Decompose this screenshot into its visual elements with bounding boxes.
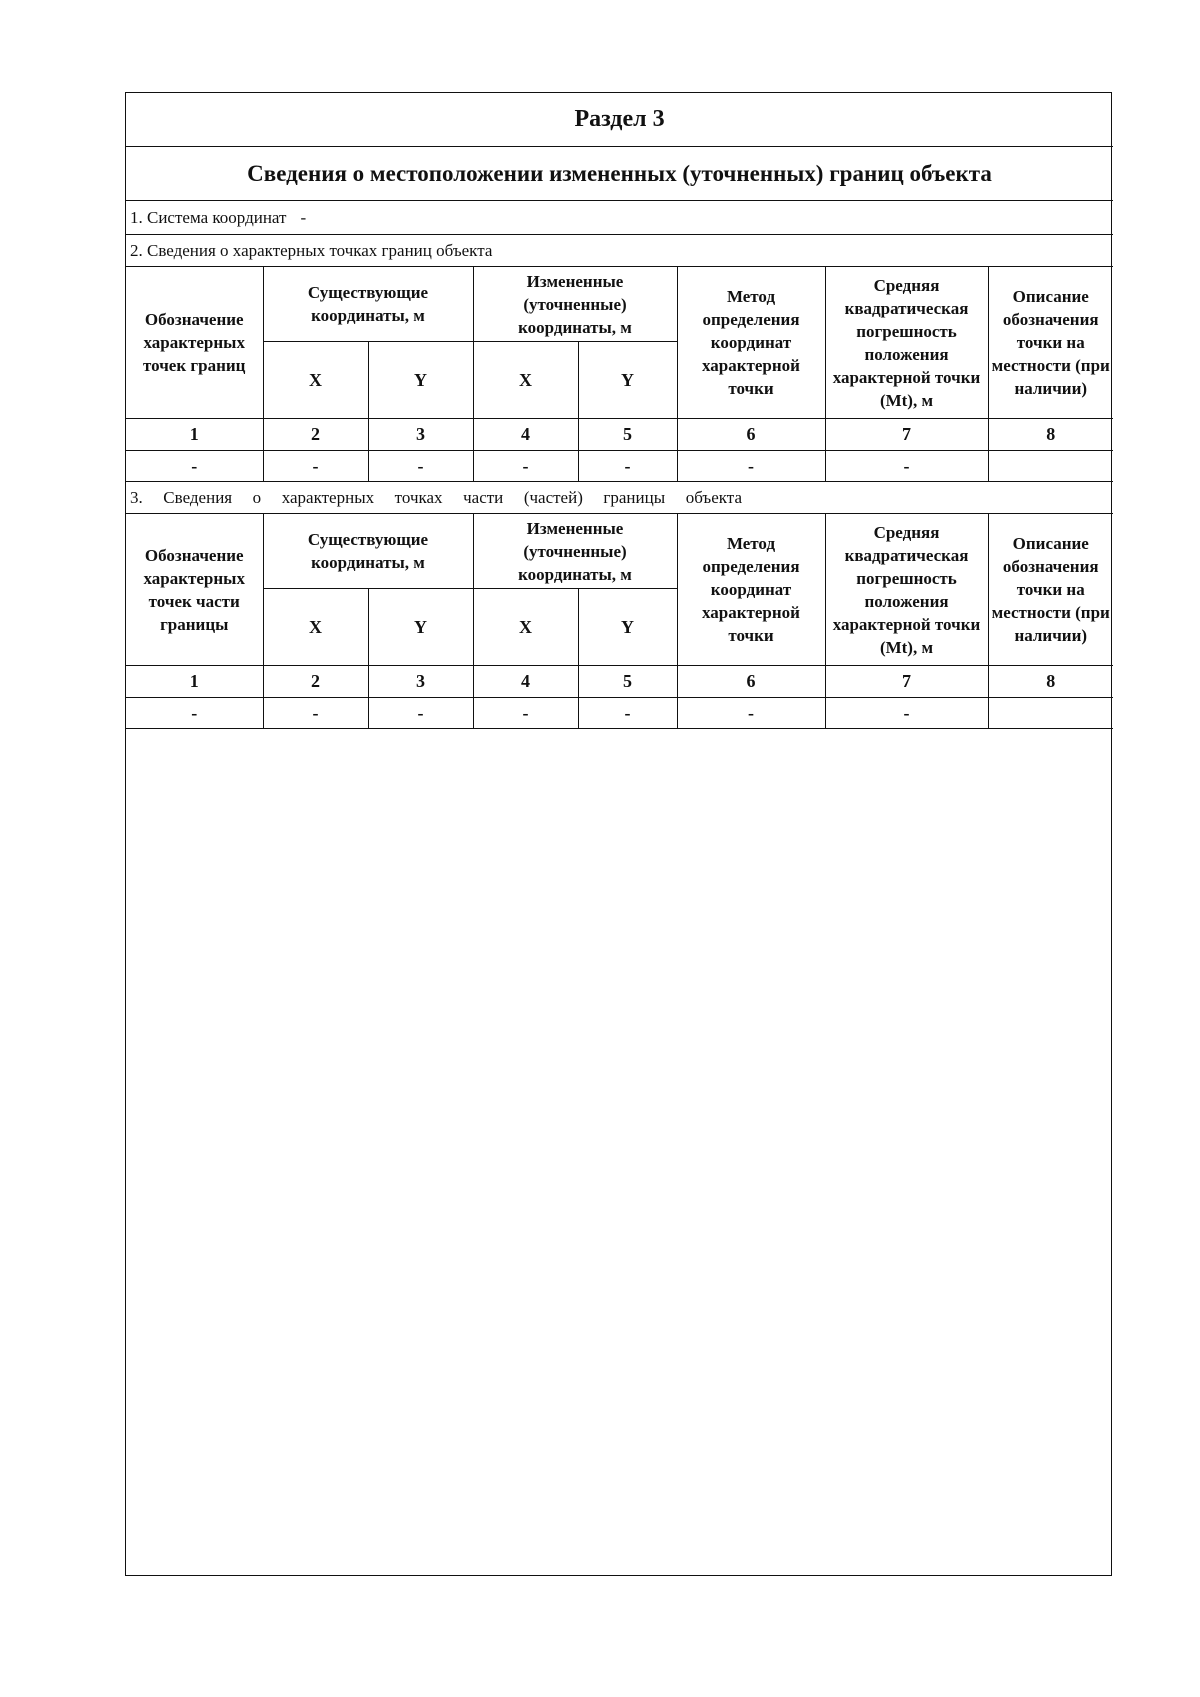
table1-header-existing: Существующие координаты, м: [263, 267, 473, 342]
table1-col-number: 3: [368, 419, 473, 451]
table1-cell: -: [263, 451, 368, 482]
table1-col-number: 1: [126, 419, 263, 451]
table1-cell: -: [473, 451, 578, 482]
table2-col-number: 3: [368, 666, 473, 698]
table2-header-error: Средняя квадратическая погрешность положения характерной точки (Mt), м: [825, 514, 988, 666]
table2-cell: -: [677, 698, 825, 729]
table2-cell: -: [126, 698, 263, 729]
table2-col-number: 2: [263, 666, 368, 698]
table1-cell: -: [368, 451, 473, 482]
section-title: Раздел 3: [126, 93, 1113, 147]
table2-cell: -: [578, 698, 677, 729]
table2-col-number: 5: [578, 666, 677, 698]
table2-cell: -: [473, 698, 578, 729]
table1-col-number: 4: [473, 419, 578, 451]
coordinate-system-value: -: [300, 207, 307, 227]
table1-cell: -: [825, 451, 988, 482]
document-frame: [125, 92, 1112, 1576]
table2-header-x-changed: X: [473, 589, 578, 666]
table1-col-number: 7: [825, 419, 988, 451]
table1-header-description: Описание обозначения точки на местности (при наличии): [988, 267, 1113, 419]
table1-header-error: Средняя квадратическая погрешность положения характерной точки (Mt), м: [825, 267, 988, 419]
table2-col-number: 1: [126, 666, 263, 698]
table1-cell: -: [578, 451, 677, 482]
table2-col-number: 8: [988, 666, 1113, 698]
table2-header-changed: Измененные (уточненные) координаты, м: [473, 514, 677, 589]
table2-header-y-changed: Y: [578, 589, 677, 666]
table1-data-row: [126, 451, 1113, 482]
table1-cell: [988, 451, 1113, 482]
table2-header-description: Описание обозначения точки на местности (при наличии): [988, 514, 1113, 666]
table1-header-method: Метод определения координат характерной точки: [677, 267, 825, 419]
table2-cell: -: [263, 698, 368, 729]
table1-col-number: 6: [677, 419, 825, 451]
table1-header-x-existing: X: [263, 342, 368, 419]
table1-number-row: [126, 419, 1113, 451]
table2-header-existing: Существующие координаты, м: [263, 514, 473, 589]
table1-cell: -: [126, 451, 263, 482]
table2-header-method: Метод определения координат характерной точки: [677, 514, 825, 666]
table2-caption: 3. Сведения о характерных точках части (частей) границы объекта: [130, 487, 742, 507]
table2-cell: -: [368, 698, 473, 729]
table1-caption: 2. Сведения о характерных точках границ объекта: [126, 235, 1113, 267]
section-table: [126, 93, 1113, 729]
section-subtitle: Сведения о местоположении измененных (уточненных) границ объекта: [126, 147, 1113, 201]
table2-header-designation: Обозначение характерных точек части границы: [126, 514, 263, 666]
table1-header-y-changed: Y: [578, 342, 677, 419]
table2-col-number: 4: [473, 666, 578, 698]
table1-header-x-changed: X: [473, 342, 578, 419]
table2-header-y-existing: Y: [368, 589, 473, 666]
table2-number-row: [126, 666, 1113, 698]
table2-data-row: [126, 698, 1113, 729]
table1-header-y-existing: Y: [368, 342, 473, 419]
table2-col-number: 6: [677, 666, 825, 698]
table2-header-x-existing: X: [263, 589, 368, 666]
table1-col-number: 2: [263, 419, 368, 451]
table1-col-number: 8: [988, 419, 1113, 451]
coordinate-system-row: [126, 201, 1113, 235]
table2-cell: [988, 698, 1113, 729]
table2-cell: -: [825, 698, 988, 729]
table1-cell: -: [677, 451, 825, 482]
table2-col-number: 7: [825, 666, 988, 698]
table1-col-number: 5: [578, 419, 677, 451]
coordinate-system-label: 1. Система координат: [130, 207, 287, 227]
table1-header-changed: Измененные (уточненные) координаты, м: [473, 267, 677, 342]
table1-header-designation: Обозначение характерных точек границ: [126, 267, 263, 419]
table2-caption-row: [126, 482, 1113, 514]
